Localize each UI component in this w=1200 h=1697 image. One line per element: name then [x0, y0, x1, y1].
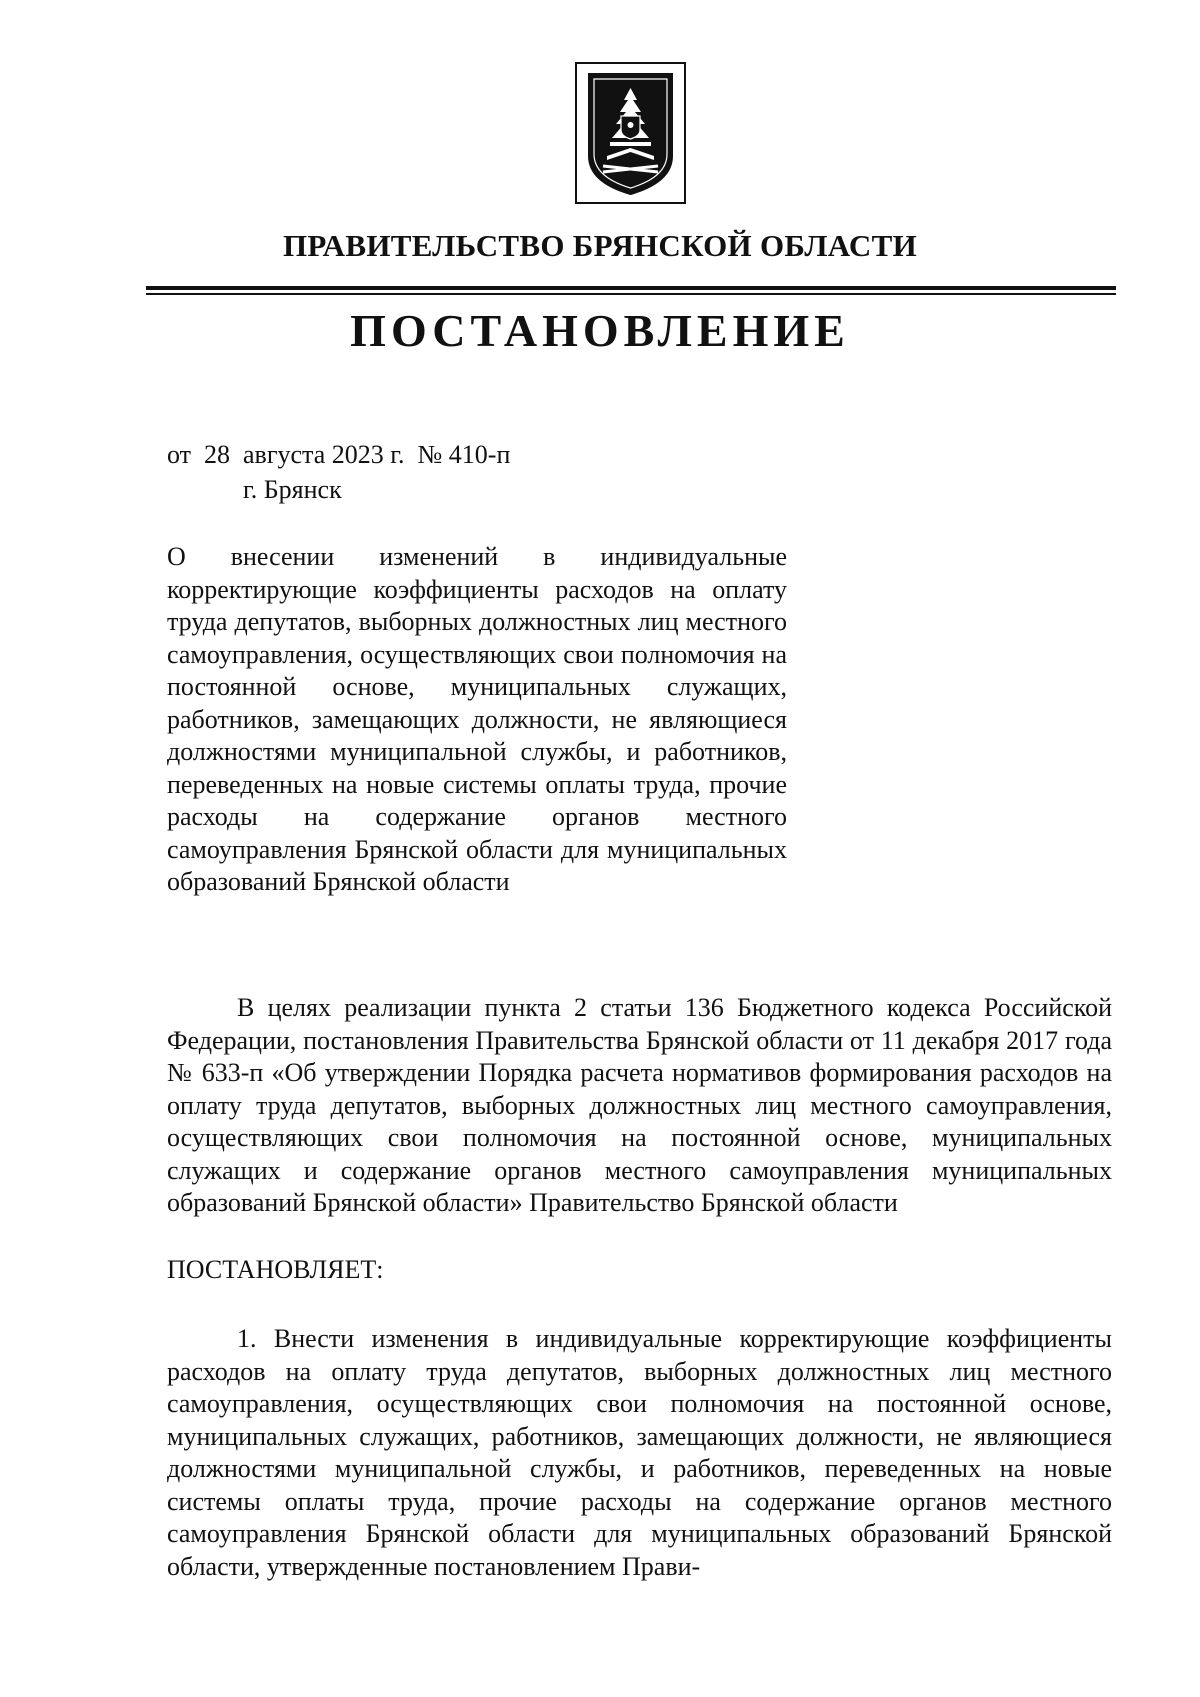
document-subject: О внесении изменений в индивидуальные корректирующие коэффициенты расходов на оплату труда депутатов, выборных должностных лиц местного самоуправления, осуществляющих свои полномочия на постоянной основе, муниципальных служащих, работников, замещающих должности, не являющиеся должностями муниципальной службы, и работников, переведенных на новые системы оплаты труда, прочие расходы на содержание органов местного самоуправления Брянской области для муниципальных образований Брянской области: [167, 542, 787, 896]
decision-keyword: ПОСТАНОВЛЯЕТ:: [167, 1255, 384, 1284]
item-1-paragraph: 1. Внести изменения в индивидуальные корректирующие коэффициенты расходов на оплату труда депутатов, выборных должностных лиц местного самоуправления, осуществляющих свои полномочия на постоянной основе, муниципальных служащих, работников, замещающих должности, не являющиеся должностями муниципальной службы, и работников, переведенных на новые системы оплаты труда, прочие расходы на содержание органов местного самоуправления Брянской области для муниципальных образований Брянской области, утвержденные постановлением Прави-: [167, 1324, 1112, 1581]
header-divider-thick: [146, 286, 1116, 290]
issuing-authority: ПРАВИТЕЛЬСТВО БРЯНСКОЙ ОБЛАСТИ: [282, 228, 918, 263]
coat-of-arms-graphic: [577, 64, 684, 202]
document-type-title: ПОСТАНОВЛЕНИЕ: [350, 305, 850, 356]
document-date-number: от 28 августа 2023 г. № 410-п: [167, 440, 511, 469]
header-divider-thin: [146, 293, 1116, 295]
document-place: г. Брянск: [243, 475, 342, 504]
preamble-paragraph: В целях реализации пункта 2 статьи 136 Бюджетного кодекса Российской Федерации, постановления Правительства Брянской области от 11 декабря 2017 года № 633-п «Об утверждении Порядка расчета нормативов формирования расходов на оплату труда депутатов, выборных должностных лиц местного самоуправления, осуществляющих свои полномочия на постоянной основе, муниципальных служащих и содержание органов местного самоуправления муниципальных образований Брянской области» Правительство Брянской области: [167, 993, 1112, 1217]
coat-of-arms-icon: [575, 62, 686, 204]
